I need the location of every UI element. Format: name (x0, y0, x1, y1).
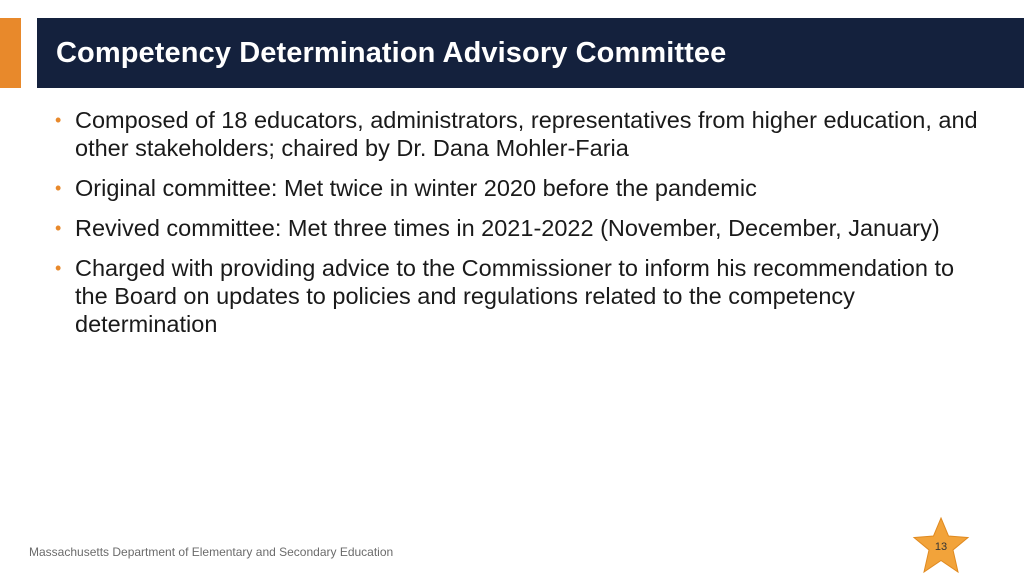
bullet-list (55, 106, 985, 350)
title-accent-bar (0, 18, 21, 88)
bullet-icon: • (55, 258, 62, 278)
bullet-item (55, 174, 985, 202)
bullet-text: Revived committee: Met three times in 2021-2022 (November, December, January) (75, 215, 940, 241)
bullet-text: Composed of 18 educators, administrators, representatives from higher education, and other stakeholders; chaired by Dr. Dana Mohler-Faria (75, 107, 978, 161)
page-number-badge (909, 516, 973, 576)
bullet-text: Charged with providing advice to the Commissioner to inform his recommendation to the Board on updates to policies and regulations related to the competency determination (75, 255, 955, 337)
slide-title: Competency Determination Advisory Committee (56, 36, 727, 69)
title-bar (37, 18, 1024, 88)
page-number: 13 (934, 541, 948, 553)
bullet-item (55, 106, 985, 162)
bullet-item (55, 214, 985, 242)
bullet-icon: • (55, 110, 62, 130)
bullet-icon: • (55, 218, 62, 238)
footer-organization: Massachusetts Department of Elementary and Secondary Education (29, 545, 394, 559)
bullet-item (55, 254, 985, 338)
bullet-icon: • (55, 178, 62, 198)
bullet-text: Original committee: Met twice in winter 2020 before the pandemic (75, 175, 757, 201)
